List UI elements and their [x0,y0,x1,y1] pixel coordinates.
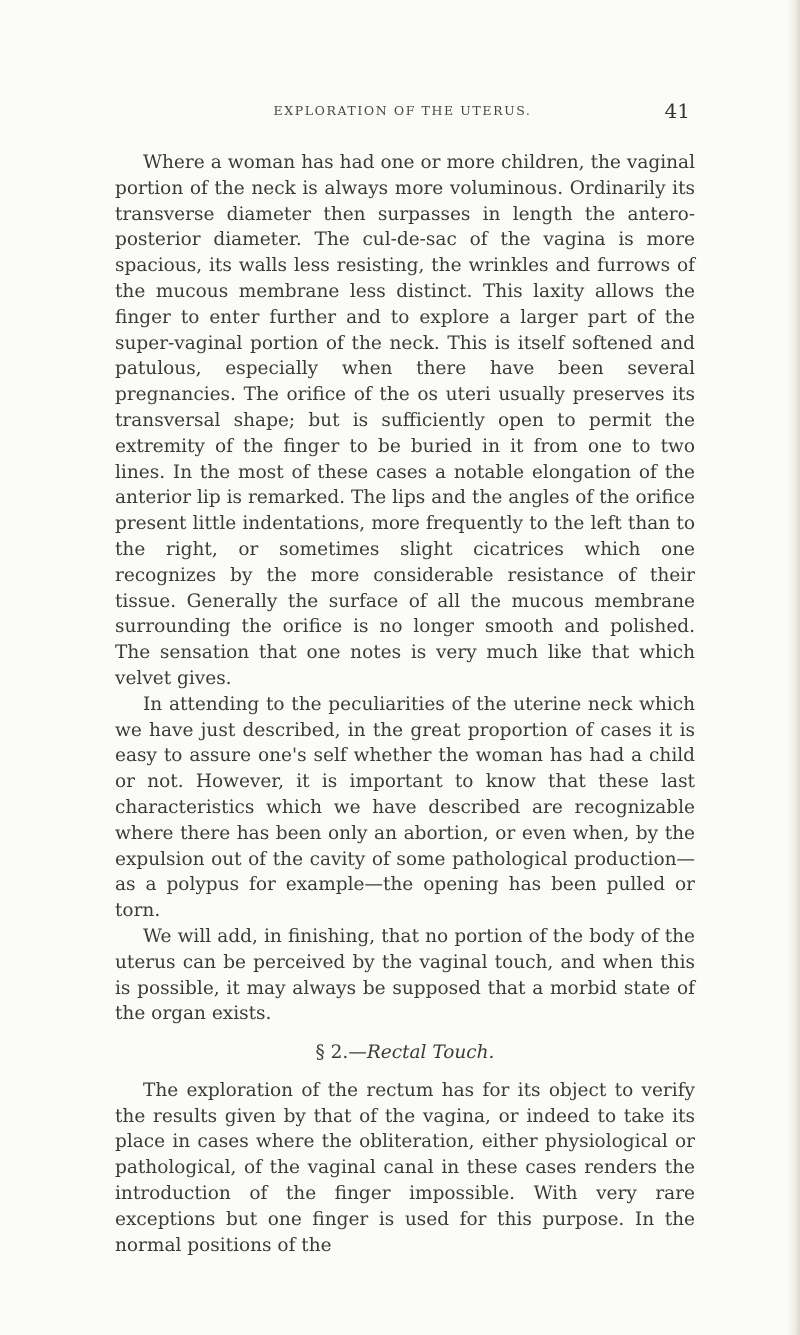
paragraph: The exploration of the rectum has for its object to verify the results given by that of the vagina, or indeed to take its place in cases where the obliteration, either physiological or pathological, of the vaginal canal in these cases renders the introduction of the finger impossible. With very rare exceptions but one finger is used for this purpose. In the normal positions of the [115,1079,695,1256]
running-title: EXPLORATION OF THE UTERUS. [273,103,532,118]
section-title: Rectal Touch. [366,1042,495,1064]
paragraph: In attending to the peculiarities of the uterine neck which we have just described, in the great proportion of cases it is easy to assure one's self whether the woman has had a child or not. However, it is important to know that these last characteristics which we have described are recognizable where there has been only an abortion, or even when, by the expulsion out of the cavity of some pathological production—as a polypus for example—the opening has been pulled or torn. [115,693,695,922]
paragraph: Where a woman has had one or more children, the vaginal portion of the neck is always more voluminous. Ordinarily its transverse diameter then surpasses in length the antero-posterior diameter. The cul-de-sac of the vagina is more spacious, its walls less resisting, the wrinkles and furrows of the mucous membrane less distinct. This laxity allows the finger to enter further and to explore a larger part of the super-vaginal portion of the neck. This is itself softened and patulous, especially when there have been several pregnancies. The orifice of the os uteri usually preserves its transversal shape; but is sufficiently open to permit the extremity of the finger to be buried in it from one to two lines. In the most of these cases a notable elongation of the anterior lip is remarked. The lips and the angles of the orifice present little indentations, more frequently to the left than to the right, or sometimes slight cicatrices which one recognizes by the more considerable resistance of their tissue. Generally the surface of all the mucous membrane surrounding the orifice is no longer smooth and polished. The sensation that one notes is very much like that which velvet gives. [115,152,695,689]
section-heading [115,1040,695,1066]
page-number: 41 [664,99,690,123]
body-text [115,150,695,1258]
paragraph: We will add, in finishing, that no portion of the body of the uterus can be perceived by the vaginal touch, and when this is possible, it may always be supposed that a morbid state of the organ exists. [115,925,695,1025]
page-edge [788,0,800,1335]
running-head [115,99,690,127]
section-number: § 2.— [315,1042,367,1064]
